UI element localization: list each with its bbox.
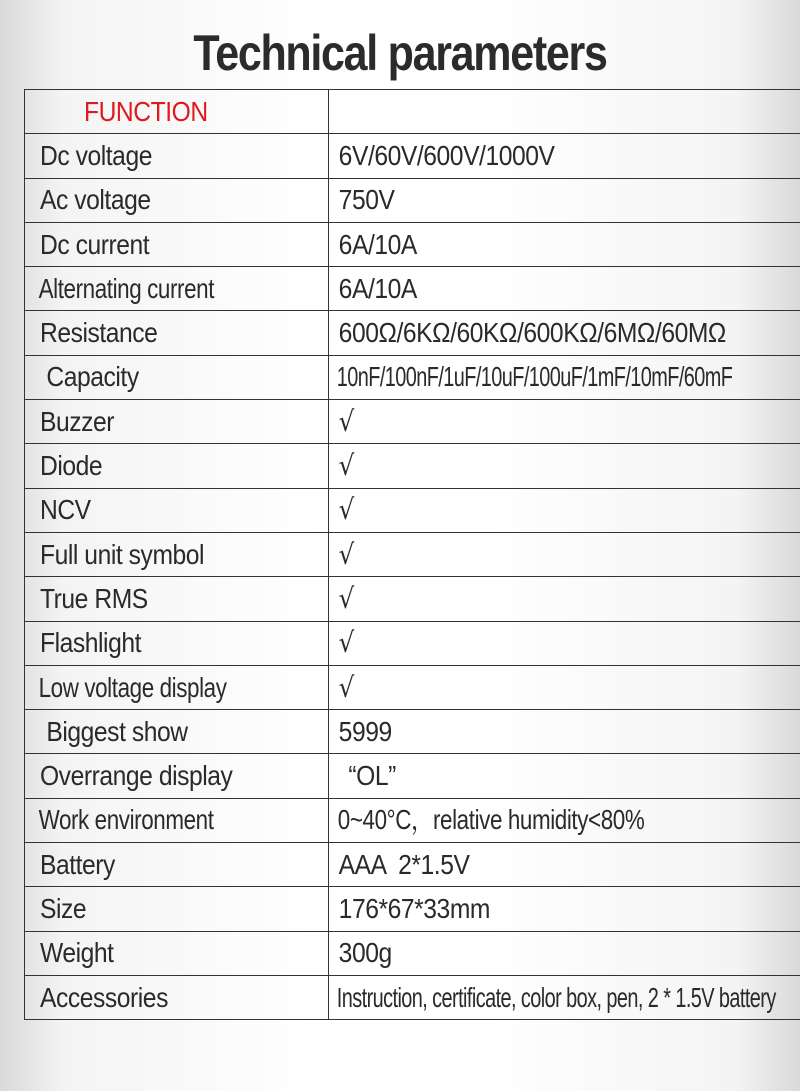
row-label-cell (25, 931, 329, 975)
check-icon: √ (338, 537, 354, 571)
row-value-cell (329, 400, 800, 444)
page-title: Technical parameters (193, 25, 607, 81)
row-value: 300g (338, 937, 392, 969)
row-value-cell (329, 311, 800, 355)
row-label: Overrange display (39, 760, 233, 792)
row-value-cell (329, 843, 800, 887)
row-value-cell (329, 178, 800, 222)
row-label-cell (25, 532, 329, 576)
row-value: 10nF/100nF/1uF/10uF/100uF/1mF/10mF/60mF (336, 361, 733, 393)
row-label: Accessories (39, 981, 168, 1013)
row-label: Full unit symbol (39, 538, 205, 570)
row-label: Buzzer (39, 405, 115, 437)
row-value: “OL” (348, 760, 396, 792)
row-value-cell (329, 798, 800, 842)
table-row (25, 134, 800, 178)
row-value: 176*67*33mm (338, 892, 490, 924)
check-icon: √ (338, 581, 354, 615)
row-value: 6A/10A (338, 228, 417, 260)
table-row (25, 178, 800, 222)
row-label-cell (25, 267, 329, 311)
row-label-cell (25, 134, 329, 178)
row-value: AAA 2*1.5V (338, 848, 470, 880)
row-value-cell (329, 710, 800, 754)
row-value-cell (329, 665, 800, 709)
table-row (25, 975, 800, 1019)
row-value-cell (329, 222, 800, 266)
table-row (25, 577, 800, 621)
row-label-cell (25, 843, 329, 887)
table-row (25, 311, 800, 355)
table-row (25, 754, 800, 798)
check-icon: √ (338, 626, 354, 660)
row-label: Battery (39, 848, 115, 880)
row-value-cell (329, 754, 800, 798)
table-row (25, 355, 800, 399)
row-label-cell (25, 577, 329, 621)
row-value: 6A/10A (338, 272, 417, 304)
function-header-label: FUNCTION (83, 95, 208, 127)
row-label: Size (39, 892, 87, 924)
row-value: 5999 (338, 715, 392, 747)
row-label-cell (25, 222, 329, 266)
table-row (25, 887, 800, 931)
row-value-cell (329, 975, 800, 1019)
row-value-cell (329, 532, 800, 576)
row-label-cell (25, 355, 329, 399)
table-row (25, 621, 800, 665)
row-label-cell (25, 621, 329, 665)
row-label-cell (25, 710, 329, 754)
row-label-cell (25, 444, 329, 488)
row-label-cell (25, 665, 329, 709)
table-row (25, 267, 800, 311)
row-label: Work environment (38, 804, 214, 836)
row-label-cell (25, 887, 329, 931)
check-icon: √ (338, 404, 354, 438)
row-label: Dc current (39, 228, 150, 260)
row-value: 6V/60V/600V/1000V (338, 139, 555, 171)
row-label-cell (25, 400, 329, 444)
row-value: 600Ω/6KΩ/60KΩ/600KΩ/6MΩ/60MΩ (338, 317, 726, 349)
row-value-cell (329, 444, 800, 488)
function-header-value-cell (329, 90, 800, 134)
row-value-cell (329, 621, 800, 665)
row-label: Weight (39, 937, 114, 969)
row-label: Dc voltage (39, 139, 152, 171)
table-row (25, 400, 800, 444)
row-label: Low voltage display (38, 671, 227, 703)
row-label: Diode (39, 450, 103, 482)
row-value-cell (329, 887, 800, 931)
row-label: True RMS (39, 582, 148, 614)
table-row (25, 843, 800, 887)
table-row (25, 931, 800, 975)
table-row (25, 444, 800, 488)
table-row (25, 798, 800, 842)
row-label-cell (25, 975, 329, 1019)
row-value: Instruction, certificate, color box, pen, 2 * 1.5V battery (336, 981, 776, 1013)
row-label: Capacity (39, 361, 139, 393)
table-row (25, 665, 800, 709)
row-label: Alternating current (38, 272, 215, 304)
check-icon: √ (338, 493, 354, 527)
row-label-cell (25, 178, 329, 222)
row-label-cell (25, 488, 329, 532)
row-label-cell (25, 311, 329, 355)
row-value: 750V (338, 184, 395, 216)
row-value-cell (329, 267, 800, 311)
row-value-cell (329, 488, 800, 532)
table-row (25, 488, 800, 532)
row-value-cell (329, 355, 800, 399)
row-label: Flashlight (39, 627, 142, 659)
check-icon: √ (338, 670, 354, 704)
row-label-cell (25, 798, 329, 842)
row-label: Biggest show (39, 715, 188, 747)
row-value-cell (329, 577, 800, 621)
row-label: NCV (39, 494, 91, 526)
parameters-table (24, 89, 800, 1020)
table-row (25, 222, 800, 266)
table-row (25, 532, 800, 576)
table-row (25, 710, 800, 754)
function-header-cell (25, 90, 329, 134)
row-label: Ac voltage (39, 184, 151, 216)
row-value-cell (329, 931, 800, 975)
check-icon: √ (338, 449, 354, 483)
table-header-row (25, 90, 800, 134)
row-label-cell (25, 754, 329, 798)
row-label: Resistance (39, 317, 158, 349)
row-value-cell (329, 134, 800, 178)
row-value: 0~40°C，relative humidity<80% (337, 804, 645, 836)
